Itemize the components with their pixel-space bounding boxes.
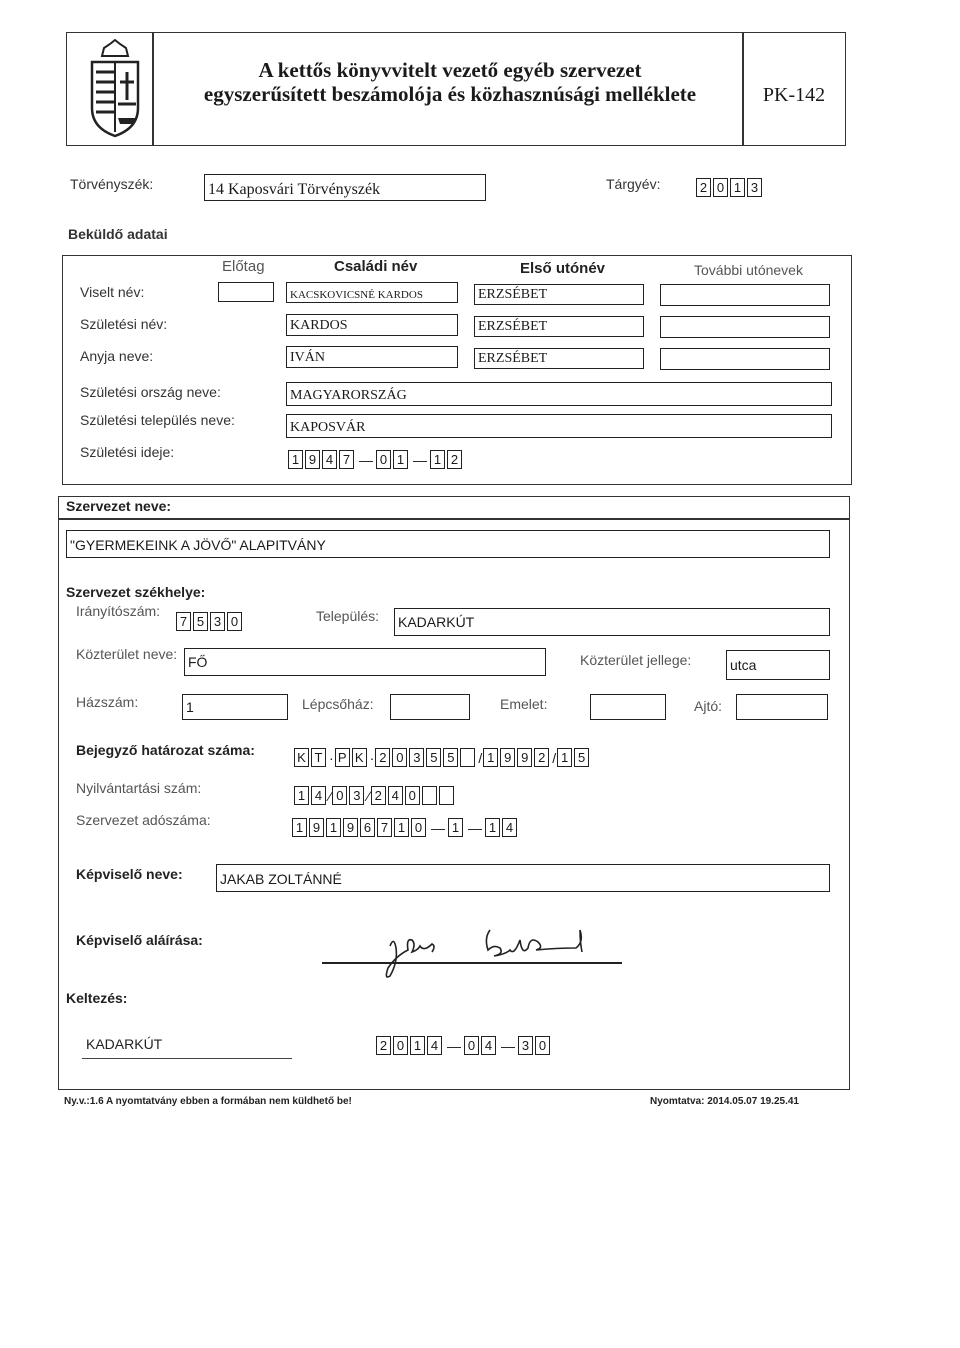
col-header-prefix: Előtag	[222, 258, 265, 275]
col-header-other: További utónevek	[694, 262, 803, 278]
worn-name-first-value: ERZSÉBET	[478, 287, 548, 302]
house-value: 1	[186, 699, 194, 715]
street-label: Közterület neve:	[76, 646, 178, 662]
dated-day-digit: 3	[518, 1036, 533, 1055]
birth-name-first-field[interactable]	[474, 316, 644, 337]
street-type-value: utca	[730, 657, 757, 673]
birth-name-label: Születési név:	[80, 316, 168, 332]
street-field[interactable]	[184, 648, 546, 676]
decision-char: 1	[557, 748, 572, 767]
dated-day-digit: 0	[535, 1036, 550, 1055]
birth-country-value: MAGYARORSZÁG	[290, 388, 407, 403]
birth-month-digit: 1	[393, 450, 408, 469]
tax-digit: 1	[292, 818, 307, 837]
city-label: Település:	[316, 608, 380, 624]
decision-char: 5	[574, 748, 589, 767]
decision-label: Bejegyző határozat száma:	[76, 742, 255, 758]
reg-char	[439, 786, 454, 805]
decision-char	[460, 748, 475, 767]
mother-name-first-field[interactable]	[474, 348, 644, 369]
decision-char: K	[294, 748, 309, 767]
birth-name-first-value: ERZSÉBET	[478, 319, 548, 334]
reg-label: Nyilvántartási szám:	[76, 780, 202, 796]
zip-digit: 3	[210, 612, 225, 631]
decision-char: 5	[443, 748, 458, 767]
mother-name-first-value: ERZSÉBET	[478, 351, 548, 366]
street-value: FŐ	[188, 654, 208, 670]
city-value: KADARKÚT	[398, 614, 475, 630]
year-digit: 2	[696, 178, 711, 197]
dated-label: Keltezés:	[66, 990, 128, 1006]
birth-day-digit: 2	[447, 450, 462, 469]
decision-char: T	[311, 748, 326, 767]
reg-char: 0	[405, 786, 420, 805]
date-separator: —	[413, 451, 427, 468]
birth-country-field[interactable]	[286, 382, 832, 406]
reg-char: 0	[332, 786, 347, 805]
court-label: Törvényszék:	[70, 176, 154, 192]
tax-separator: —	[468, 819, 482, 836]
worn-name-first-field[interactable]	[474, 284, 644, 305]
tax-digit: 7	[377, 818, 392, 837]
decision-char: P	[335, 748, 350, 767]
court-field[interactable]	[204, 174, 486, 201]
birth-year-digit: 1	[288, 450, 303, 469]
decision-field[interactable]	[294, 748, 591, 767]
form-code: PK-142	[762, 84, 826, 106]
col-header-family: Családi név	[334, 258, 418, 275]
tax-digit: 1	[448, 818, 463, 837]
decision-char: 3	[409, 748, 424, 767]
dated-place-line	[82, 1058, 292, 1059]
birth-date-label: Születési ideje:	[80, 444, 175, 460]
worn-name-prefix-field[interactable]	[218, 282, 274, 302]
decision-char: K	[352, 748, 367, 767]
reg-char: 4	[311, 786, 326, 805]
house-label: Házszám:	[76, 694, 139, 710]
date-separator: —	[447, 1037, 461, 1054]
floor-label: Emelet:	[500, 696, 548, 712]
worn-name-family-field[interactable]	[286, 282, 458, 303]
door-field[interactable]	[736, 694, 828, 720]
street-type-label: Közterület jellege:	[580, 652, 692, 668]
dated-month-digit: 4	[481, 1036, 496, 1055]
decision-char: 0	[392, 748, 407, 767]
birth-year-digit: 7	[339, 450, 354, 469]
reg-char	[422, 786, 437, 805]
tax-label: Szervezet adószáma:	[76, 812, 211, 828]
col-header-first: Első utónév	[520, 260, 606, 277]
worn-name-label: Viselt név:	[80, 284, 145, 300]
org-title-rule	[58, 518, 850, 520]
stair-field[interactable]	[390, 694, 470, 720]
zip-field[interactable]	[176, 612, 244, 631]
footer-right: Nyomtatva: 2014.05.07 19.25.41	[650, 1096, 799, 1107]
dated-year-digit: 4	[427, 1036, 442, 1055]
mother-name-family-value: IVÁN	[290, 350, 325, 365]
mother-name-other-field[interactable]	[660, 348, 830, 370]
reg-char: 2	[371, 786, 386, 805]
zip-digit: 5	[193, 612, 208, 631]
zip-digit: 7	[176, 612, 191, 631]
dated-year-digit: 2	[376, 1036, 391, 1055]
signature-label: Képviselő aláírása:	[76, 932, 203, 948]
birth-year-digit: 4	[322, 450, 337, 469]
decision-char: 9	[517, 748, 532, 767]
dated-year-digit: 0	[393, 1036, 408, 1055]
org-name-label: Szervezet neve:	[66, 498, 172, 514]
mother-name-label: Anyja neve:	[80, 348, 154, 364]
tax-digit: 1	[326, 818, 341, 837]
form-title-line2: egyszerűsített beszámolója és közhasznúsági melléklete	[203, 82, 697, 106]
form-title-line1: A kettős könyvvitelt vezető egyéb szervezet	[258, 58, 642, 82]
reg-slash: ⁄	[329, 787, 332, 804]
mother-name-family-field[interactable]	[286, 346, 458, 368]
year-field[interactable]	[696, 178, 764, 197]
tax-digit: 0	[411, 818, 426, 837]
rep-value: JAKAB ZOLTÁNNÉ	[220, 871, 342, 887]
year-digit: 0	[713, 178, 728, 197]
birth-country-label: Születési ország neve:	[80, 384, 221, 400]
reg-slash: ⁄	[367, 787, 370, 804]
tax-separator: —	[431, 819, 445, 836]
date-separator: —	[501, 1037, 515, 1054]
dated-year-digit: 1	[410, 1036, 425, 1055]
org-seat-label: Szervezet székhelye:	[66, 584, 206, 600]
dated-month-digit: 0	[464, 1036, 479, 1055]
birth-month-digit: 0	[376, 450, 391, 469]
birth-day-digit: 1	[430, 450, 445, 469]
tax-digit: 9	[309, 818, 324, 837]
birth-name-family-field[interactable]	[286, 314, 458, 336]
worn-name-other-field[interactable]	[660, 284, 830, 306]
stair-label: Lépcsőház:	[302, 696, 374, 712]
decision-dot: ·	[369, 749, 375, 766]
decision-char: 5	[426, 748, 441, 767]
tax-digit: 9	[343, 818, 358, 837]
decision-dot: ·	[329, 749, 334, 766]
birth-city-field[interactable]	[286, 414, 832, 438]
tax-digit: 6	[360, 818, 375, 837]
zip-digit: 0	[227, 612, 242, 631]
tax-digit: 1	[394, 818, 409, 837]
birth-year-digit: 9	[305, 450, 320, 469]
signature-image	[370, 918, 640, 978]
reg-char: 3	[349, 786, 364, 805]
decision-slash: /	[478, 749, 483, 766]
worn-name-family-value: KACSKOVICSNÉ KARDOS	[290, 289, 423, 301]
decision-char: 2	[375, 748, 390, 767]
year-label: Tárgyév:	[606, 176, 661, 192]
year-digit: 3	[747, 178, 762, 197]
coat-of-arms-icon	[84, 38, 146, 138]
birth-name-family-value: KARDOS	[290, 318, 348, 333]
house-field[interactable]	[182, 694, 288, 720]
dated-date-field[interactable]	[376, 1036, 552, 1055]
org-name-value: "GYERMEKEINK A JÖVŐ" ALAPITVÁNY	[70, 537, 326, 553]
floor-field[interactable]	[590, 694, 666, 720]
dated-place: KADARKÚT	[86, 1036, 163, 1052]
birth-city-label: Születési település neve:	[80, 412, 235, 428]
tax-field[interactable]	[292, 818, 519, 837]
reg-char: 1	[294, 786, 309, 805]
decision-char: 2	[534, 748, 549, 767]
rep-field[interactable]	[216, 864, 830, 892]
footer-left: Ny.v.:1.6 A nyomtatvány ebben a formában nem küldhető be!	[64, 1096, 352, 1107]
date-separator: —	[359, 451, 373, 468]
birth-city-value: KAPOSVÁR	[290, 420, 366, 435]
zip-label: Irányítószám:	[76, 603, 161, 619]
reg-char: 4	[388, 786, 403, 805]
decision-slash: /	[552, 749, 557, 766]
street-type-field[interactable]	[726, 650, 830, 680]
rep-label: Képviselő neve:	[76, 866, 183, 882]
door-label: Ajtó:	[694, 698, 723, 714]
tax-digit: 1	[485, 818, 500, 837]
year-digit: 1	[730, 178, 745, 197]
sender-section-title: Beküldő adatai	[68, 226, 168, 242]
decision-char: 1	[483, 748, 498, 767]
reg-field[interactable]	[294, 786, 456, 805]
header-divider-left	[152, 32, 154, 146]
org-name-field[interactable]	[66, 530, 830, 558]
city-field[interactable]	[394, 608, 830, 636]
decision-char: 9	[500, 748, 515, 767]
tax-digit: 4	[502, 818, 517, 837]
birth-date-field[interactable]	[288, 450, 464, 469]
birth-name-other-field[interactable]	[660, 316, 830, 338]
court-value: 14 Kaposvári Törvényszék	[208, 181, 381, 198]
